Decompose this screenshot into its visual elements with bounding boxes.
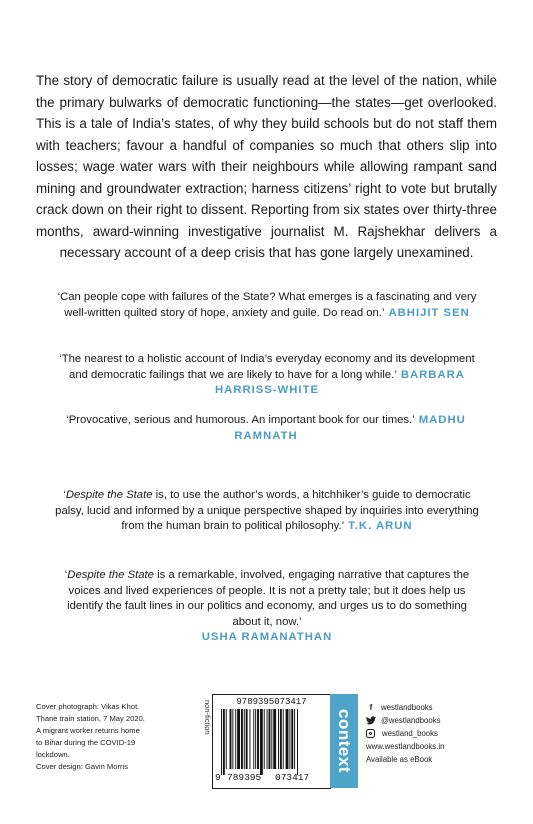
endorsement-5: ‘Despite the State is a remarkable, involved, engaging narrative that captures the voices and lived experiences of people. It is not a pretty tale; but it does help us identify the fault lines in our politics and economy, and urges us to do something about it, now.’ USHA RAMANATHAN bbox=[64, 569, 470, 643]
endorsement-text: ‘Provocative, serious and humorous. An important book for our times.’ bbox=[66, 414, 415, 426]
photo-credit-line: Cover photograph: Vikas Khot. bbox=[36, 702, 140, 711]
barcode-bar bbox=[269, 709, 271, 769]
barcode-bar bbox=[250, 709, 251, 769]
twitter-icon bbox=[366, 716, 376, 726]
barcode-bar bbox=[257, 709, 259, 769]
photo-credit-line: lockdown. bbox=[36, 750, 70, 759]
barcode-bar bbox=[271, 709, 272, 769]
design-credit: Cover design: Gavin Morris bbox=[36, 762, 129, 771]
barcode-bar bbox=[223, 709, 225, 775]
endorsement-1 bbox=[52, 290, 482, 321]
barcode-bar bbox=[235, 709, 236, 769]
barcode-bar bbox=[226, 709, 227, 769]
barcode-bar bbox=[230, 709, 232, 769]
barcode-bar bbox=[237, 709, 240, 769]
barcode-bar bbox=[286, 709, 289, 769]
barcode-bar bbox=[264, 709, 265, 769]
social-instagram[interactable]: westland_books bbox=[366, 727, 516, 740]
cover-credits bbox=[36, 701, 196, 773]
barcode-bars bbox=[221, 709, 322, 775]
barcode-bar bbox=[232, 709, 233, 769]
photo-credit-line: A migrant worker returns home bbox=[36, 726, 140, 735]
endorsement-text: ‘Can people cope with failures of the State? What emerges is a fascinating and very well-written quilted story of hope, anxiety and guile. Do read on.’ bbox=[57, 291, 477, 319]
publisher-imprint-logo bbox=[330, 694, 358, 788]
endorsement-3 bbox=[66, 413, 466, 444]
publisher-website[interactable]: www.westlandbooks.in bbox=[366, 742, 445, 751]
endorsement-author: ABHIJIT SEN bbox=[388, 306, 470, 319]
endorsement-text: is, to use the author’s words, a hitchhiker’s guide to democratic palsy, lucid and informed by a unique perspective shaped by inquiries into everything from the human brain to political philosophy.’ bbox=[55, 489, 479, 532]
barcode-bar bbox=[280, 709, 282, 769]
isbn-barcode: 9789395073417 9 789395 073417 bbox=[212, 694, 331, 789]
barcode-bar bbox=[267, 709, 268, 769]
barcode-bar bbox=[246, 709, 248, 769]
social-facebook[interactable]: f westlandbooks bbox=[366, 701, 516, 714]
barcode-bar bbox=[283, 709, 284, 769]
barcode-bar bbox=[255, 709, 256, 769]
instagram-icon bbox=[366, 729, 375, 738]
genre-label: non-fiction bbox=[203, 700, 212, 735]
facebook-icon: f bbox=[369, 702, 373, 712]
back-cover-blurb: The story of democratic failure is usually read at the level of the nation, while the primary bulwarks of democratic functioning—the states—get overlooked. This is a tale of India’s states, of why they build schools but do not staff them with teachers; favour a handful of companies so much that others slip into losses; wage water wars with their neighbours while allowing rampant sand mining and groundwater extraction; harness citizens’ right to vote but brutally crack down on their right to dissent. Reporting from six states over thirty-three months, award-winning investigative journalist M. Rajshekhar delivers a necessary account of a deep crisis that has gone largely unexamined. bbox=[36, 73, 497, 260]
barcode-bar bbox=[221, 709, 222, 775]
endorsement-text: ‘The nearest to a holistic account of India’s everyday economy and its development and democratic failings that we are likely to have for a long while.’ bbox=[59, 353, 475, 381]
barcode-bar bbox=[244, 709, 245, 769]
barcode-bar bbox=[289, 709, 290, 769]
isbn-number: 9789395073417 bbox=[236, 697, 307, 707]
endorsement-author: BARBARA HARRISS-WHITE bbox=[215, 368, 465, 396]
imprint-name: context bbox=[335, 709, 354, 773]
endorsement-author: USHA RAMANATHAN bbox=[201, 631, 333, 643]
photo-credit-line: to Bihar during the COVID-19 bbox=[36, 738, 136, 747]
ebook-availability: Available as eBook bbox=[366, 755, 433, 764]
endorsement-author: MADHU RAMNATH bbox=[234, 414, 466, 442]
barcode-bar bbox=[291, 709, 293, 769]
barcode-bar bbox=[273, 709, 276, 769]
photo-credit-line: Thane train station, 7 May 2020. bbox=[36, 714, 145, 723]
endorsement-4: ‘Despite the State is, to use the author’s words, a hitchhiker’s guide to democratic palsy, lucid and informed by a unique perspective shaped by inquiries into everything from the human brain to political philosophy.’ T.K. ARUN bbox=[55, 489, 479, 532]
barcode-bar bbox=[278, 709, 279, 769]
publisher-info bbox=[366, 701, 516, 766]
barcode-bar bbox=[253, 709, 254, 769]
barcode-bar bbox=[294, 709, 295, 769]
book-title-italic: Despite the State bbox=[65, 489, 153, 501]
barcode-bar bbox=[297, 709, 298, 775]
barcode-bar bbox=[260, 709, 263, 775]
barcode-bar bbox=[241, 709, 243, 769]
endorsement-2 bbox=[52, 352, 482, 399]
social-twitter[interactable]: @westlandbooks bbox=[366, 714, 516, 727]
endorsement-author: T.K. ARUN bbox=[348, 520, 413, 532]
endorsement-text: is a remarkable, involved, engaging narrative that captures the voices and lived experiences of people. It is not a pretty tale; but it does help us identify the fault lines in our politics and economy, and urges us to do something about it, now.’ bbox=[67, 569, 470, 628]
book-title-italic: Despite the State bbox=[67, 569, 154, 581]
